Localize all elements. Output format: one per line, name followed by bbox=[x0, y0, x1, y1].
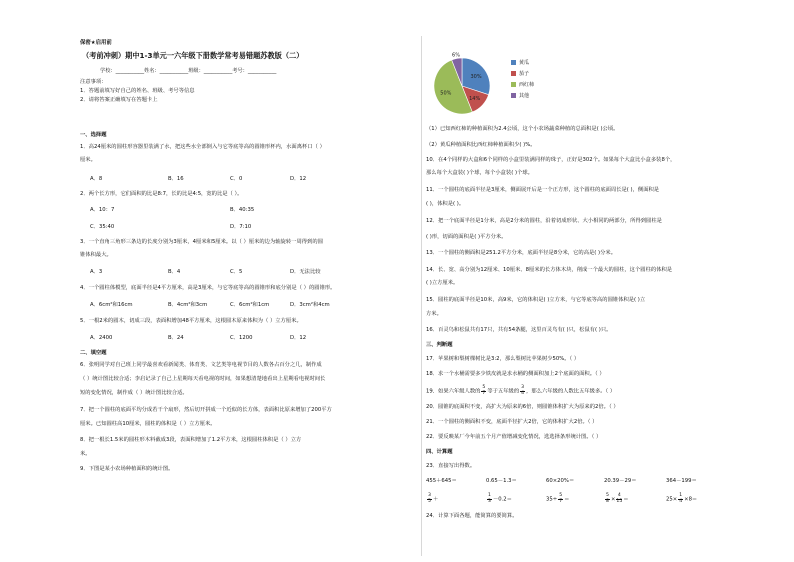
column-divider bbox=[421, 36, 422, 556]
legend-swatch-1 bbox=[511, 71, 516, 76]
calc-7-op: －0.2＝ bbox=[492, 496, 512, 503]
section-choice: 一、选择题 bbox=[80, 132, 107, 138]
pie-chart bbox=[428, 40, 498, 122]
q8-line-b: 米。 bbox=[80, 451, 91, 457]
q4-option-d: D．3cm²和4cm bbox=[290, 302, 330, 308]
q19-fraction-2 bbox=[520, 386, 525, 396]
q5-line: 5．一根2米的圆木，切成三段，表面积增加48平方厘米，这根圆木原来体积为（ ）立方厘米。 bbox=[80, 318, 302, 324]
q14-line-b: ( )立方厘米。 bbox=[426, 280, 459, 286]
q3-option-c: C．5 bbox=[230, 269, 243, 275]
frac-f-den: 15 bbox=[616, 498, 623, 504]
q5-option-c: C．1200 bbox=[230, 335, 253, 341]
calc-9 bbox=[604, 494, 629, 504]
q1-line-b: 厘米。 bbox=[80, 157, 96, 163]
q3-option-d: D．无法比较 bbox=[290, 269, 321, 275]
q19-fraction-2-num: 3 bbox=[521, 385, 525, 390]
q6-line-b: （ ）统计图比较合适；李启记录了自己上星期每天看电视的时间，如果想清楚地看出上星期看电视时间长 bbox=[80, 376, 326, 382]
q2-line: 2．两个长方形，它们面积的比是8:7，长的比是4:5，宽的比是（ ）。 bbox=[80, 191, 243, 197]
frac-e-den: 8 bbox=[606, 498, 609, 504]
q2-option-c: C．35:40 bbox=[90, 224, 115, 230]
q3-line-b: 锥体积最大。 bbox=[80, 252, 112, 258]
pie-label-2: 50% bbox=[440, 90, 452, 97]
calc-9-eq: ＝ bbox=[623, 496, 629, 503]
q9-sub-1: （1）已知西红柿的种植面积为2.4公顷，这个小农场蔬菜种植的总面积是( )公顷。 bbox=[426, 126, 619, 132]
q1-option-d: D．12 bbox=[290, 176, 307, 182]
q9-sub-2: （2）黄瓜种植面积比西红柿种植面积少( )%。 bbox=[426, 142, 536, 148]
q18-line: 18．求一个水桶需要多少铁皮就是求水桶的侧面积加上2个底面的面积。（ ） bbox=[426, 371, 605, 377]
q1-option-c: C．0 bbox=[230, 176, 243, 182]
q1-option-a: A．8 bbox=[90, 176, 103, 182]
calc-9-op: × bbox=[610, 496, 616, 503]
pie-label-1: 14% bbox=[469, 95, 481, 102]
calc-10-eq: ×8＝ bbox=[684, 496, 698, 503]
q5-option-a: A．2400 bbox=[90, 335, 113, 341]
q21-line: 21．一个圆柱的侧面积不变，底面半径扩大2倍，它的体积扩大2倍。（ ） bbox=[426, 419, 598, 425]
legend-label-1: 茄子 bbox=[519, 71, 530, 77]
notice-heading: 注意事项： bbox=[80, 79, 107, 85]
q3-option-a: A．3 bbox=[90, 269, 103, 275]
q13-line: 13．一个圆柱的侧面积是251.2平方分米，底面半径是8分米，它的高是( )分米。 bbox=[426, 250, 616, 256]
q19-text-pre: 19．如果六年级人数的 bbox=[426, 388, 481, 395]
q2-option-d: D．7:10 bbox=[230, 224, 252, 230]
calc-1: 455＋645＝ bbox=[426, 478, 457, 484]
q4-option-a: A．6cm²和16cm bbox=[90, 302, 133, 308]
q4-line: 4．一个圆柱体模型，底面半径是4平方厘米，高是3厘米，与它等底等高的圆锥形和底分别是（ ）的圆锥形。 bbox=[80, 285, 336, 291]
secret-label: 保密★启用前 bbox=[80, 40, 112, 46]
q12-line-a: 12．把一个底面半径是1分米，高是2分米的圆柱，沿着切成形状、大小相同的两部分，所得到圆柱是 bbox=[426, 218, 662, 224]
frac-e bbox=[605, 494, 610, 504]
legend-label-2: 西红柿 bbox=[519, 82, 535, 88]
q2-option-b: B．40:35 bbox=[230, 207, 255, 213]
q23-line: 23．直接写出得数。 bbox=[426, 463, 476, 469]
q6-line-a: 6．张明同学对自己班上同学最喜欢看新闻类、体育类、文艺类等电视节目的人数各占百分之几，制作成 bbox=[80, 362, 322, 368]
legend-swatch-3 bbox=[511, 93, 516, 98]
q5-option-d: D．12 bbox=[290, 335, 307, 341]
section-fill: 二、填空题 bbox=[80, 350, 107, 356]
q17-line: 17．苹果树和梨树棵树比是3:2，那么梨树比苹果树少50%。（ ） bbox=[426, 356, 580, 362]
calc-6 bbox=[426, 494, 438, 504]
calc-2: 0.65－1.3＝ bbox=[486, 478, 517, 484]
legend-label-3: 其他 bbox=[519, 93, 530, 99]
student-info: 学校：___________姓名：___________班级：___________考号：___________ bbox=[100, 68, 277, 74]
q20-line: 20．圆锥的底面积不变，高扩大为原来的6倍，则圆锥体积扩大为原来的2倍。（ ） bbox=[426, 404, 619, 410]
calc-10 bbox=[666, 494, 697, 504]
legend-label-0: 黄瓜 bbox=[519, 60, 530, 66]
q2-option-a: A．10：7 bbox=[90, 207, 115, 213]
legend-swatch-2 bbox=[511, 82, 516, 87]
q24-line: 24．计算下面各题，能简算的要简算。 bbox=[426, 513, 518, 519]
legend-item-1 bbox=[511, 71, 529, 77]
frac-b-den: 3 bbox=[488, 498, 491, 504]
q9-line: 9．下图是某小农场种植面积的统计图。 bbox=[80, 466, 174, 472]
calc-8-op: 35÷ bbox=[546, 496, 558, 503]
q19-line bbox=[426, 386, 615, 396]
q14-line-a: 14．长、宽、高分别为12厘米、10厘米、8厘米的长方体木块，削成一个最大的圆柱，这个圆柱的体积是 bbox=[426, 267, 673, 273]
q19-fraction-1-den: 7 bbox=[482, 390, 486, 396]
q11-line-a: 11．一个圆柱的底面半径是3厘米，侧面展开后是一个正方形，这个圆柱的底面周长是( )，侧面积是 bbox=[426, 187, 660, 193]
legend-item-0 bbox=[511, 60, 529, 66]
q16-line: 16．百灵鸟和松鼠共有17只，共有54条腿，这里百灵鸟有( )只，松鼠有( )只。 bbox=[426, 327, 612, 333]
q7-line-a: 7．把一个圆柱的底面平均分成若干个扇形，然后切开拼成一个近似的长方体，表面积比原来增加了200平方 bbox=[80, 407, 332, 413]
frac-b bbox=[487, 494, 492, 504]
frac-a-num: 3 bbox=[428, 493, 431, 498]
q7-line-b: 厘米。已知圆柱高10厘米，圆柱的体积是（ ）立方厘米。 bbox=[80, 421, 216, 427]
q1-line-a: 1．高24厘米的圆柱形容器里装满了水，把这些水全部倒入与它等底等高的圆锥形杯内，水面离杯口（ ） bbox=[80, 144, 325, 150]
q4-option-c: C．6cm²和1cm bbox=[230, 302, 270, 308]
notice-1: 1．答题前填写好自己的姓名、班级、考号等信息 bbox=[80, 88, 195, 94]
frac-a bbox=[427, 494, 432, 504]
q10-line-b: 那么每个大盒装( )个球，每个小盒装( )个球。 bbox=[426, 170, 533, 176]
frac-g bbox=[678, 494, 683, 504]
frac-b-num: 1 bbox=[488, 493, 491, 498]
calc-8-eq: ＝ bbox=[564, 496, 570, 503]
q1-option-b: B．16 bbox=[168, 176, 184, 182]
q19-text-post: ，那么六年级的人数比五年级多。（ ） bbox=[526, 388, 616, 395]
calc-6-op: ＋ bbox=[432, 496, 439, 503]
frac-d-num: 5 bbox=[559, 493, 563, 498]
calc-10-op: 25× bbox=[666, 496, 678, 503]
q4-option-b: B．4cm²和3cm bbox=[168, 302, 208, 308]
pie-label-0: 30% bbox=[470, 73, 482, 80]
q3-line-a: 3．一个直角三角形三条边的长度分别为3厘米，4厘米和5厘米。以（ ）厘米的边为轴旋转一周得到的圆 bbox=[80, 239, 323, 245]
q19-text-mid: 等于五年级的 bbox=[487, 388, 520, 395]
legend-item-3 bbox=[511, 93, 529, 99]
q19-fraction-1 bbox=[481, 386, 486, 396]
calc-5: 364－199＝ bbox=[666, 478, 697, 484]
pie-legend bbox=[511, 60, 561, 120]
q8-line-a: 8．把一根长1.5米的圆柱形木料截成3段，表面积增加了1.2平方米，这根圆柱体积是（ ）立方 bbox=[80, 437, 302, 443]
q22-line: 22．要反映某厂今年前五个月产值增减变化情况，选选择条形统计图。（ ） bbox=[426, 434, 602, 440]
legend-swatch-0 bbox=[511, 60, 516, 65]
q12-line-b: ( )形，切面的面积是( )平方分米。 bbox=[426, 234, 507, 240]
section-judge: 三、判断题 bbox=[426, 342, 453, 348]
frac-f bbox=[616, 494, 622, 504]
calc-8 bbox=[546, 494, 569, 504]
q15-line-a: 15．圆柱的底面半径是10米，高9米，它的体积是( )立方米，与它等底等高的圆锥体积是( )立 bbox=[426, 297, 646, 303]
q11-line-b: ( )，体积是( )。 bbox=[426, 201, 465, 207]
notice-2: 2．请将答案正确填写在答题卡上 bbox=[80, 97, 158, 103]
section-calc: 四、计算题 bbox=[426, 449, 453, 455]
calc-3: 60×20%＝ bbox=[546, 478, 575, 484]
pie-label-3: 6% bbox=[452, 52, 460, 59]
frac-d bbox=[558, 494, 563, 504]
frac-e-num: 5 bbox=[606, 493, 609, 498]
frac-g-den: 4 bbox=[679, 498, 683, 504]
q3-option-b: B．4 bbox=[168, 269, 181, 275]
frac-g-num: 1 bbox=[679, 493, 683, 498]
q10-line-a: 10．在4个同样的大盒和6个同样的小盒里装满同样的珠子，正好是302个。如果每个大盒比小盒多装8个， bbox=[426, 157, 676, 163]
q19-fraction-2-den: 4 bbox=[521, 390, 525, 396]
legend-item-2 bbox=[511, 82, 534, 88]
frac-a-den: 5 bbox=[428, 498, 431, 504]
frac-f-num: 4 bbox=[617, 493, 621, 498]
calc-7 bbox=[486, 494, 512, 504]
q6-line-c: 短的变化情况，制作成（ ）统计图比较合适。 bbox=[80, 390, 188, 396]
q5-option-b: B．24 bbox=[168, 335, 184, 341]
page-title: （考前冲刺）期中1-3单元一六年级下册数学常考易错题苏教版（二） bbox=[82, 51, 304, 60]
frac-d-den: 7 bbox=[559, 498, 563, 504]
q19-fraction-1-num: 5 bbox=[482, 385, 486, 390]
q15-line-b: 方米。 bbox=[426, 311, 442, 317]
calc-4: 20.39－29＝ bbox=[604, 478, 637, 484]
